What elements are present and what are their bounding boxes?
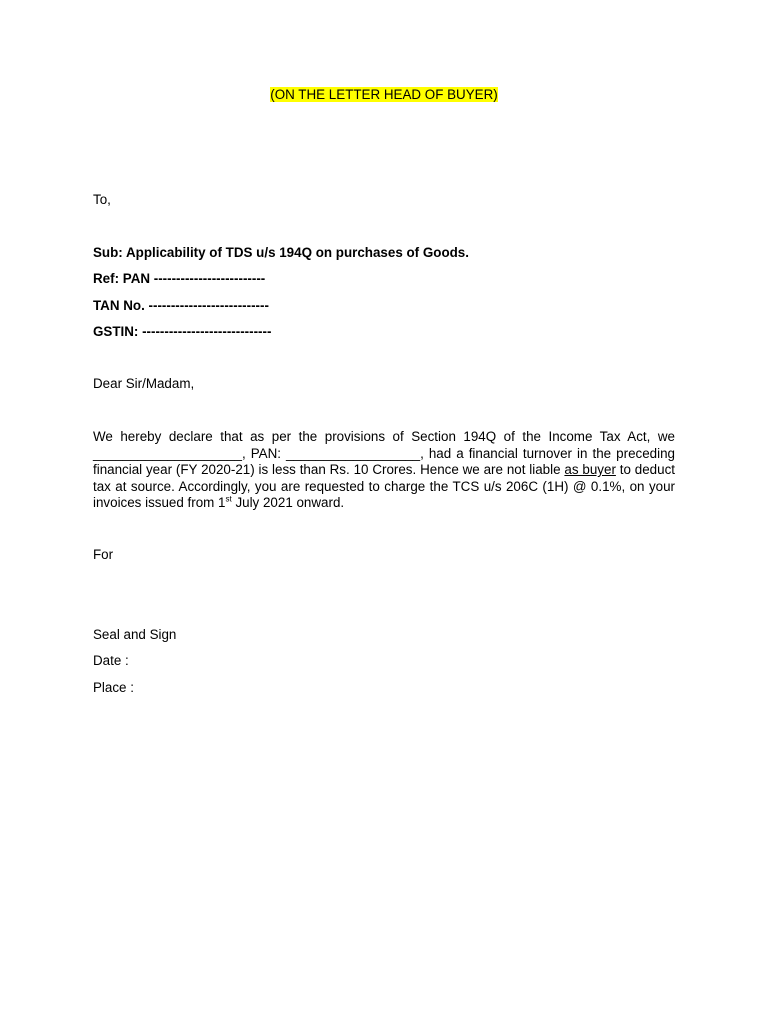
seal-sign-line: Seal and Sign <box>93 627 177 642</box>
letterhead-note <box>0 87 768 103</box>
date-line: Date : <box>93 653 129 668</box>
declaration-part-1: We hereby declare that as per the provisions of Section 194Q of the Income Tax Act, we ____________________, PAN: __________________, had a financial turnover in the preceding financial year (FY 2020-21) is less than Rs. 10 Crores. Hence we are not liable <box>93 429 675 478</box>
subject-line: Sub: Applicability of TDS u/s 194Q on purchases of Goods. <box>93 245 469 260</box>
salutation: Dear Sir/Madam, <box>93 376 195 391</box>
place-line: Place : <box>93 680 134 695</box>
for-line: For <box>93 547 114 562</box>
gstin-line: GSTIN: ----------------------------- <box>93 324 272 339</box>
declaration-underlined: as buyer <box>564 462 616 478</box>
declaration-paragraph <box>93 429 675 512</box>
letterhead-note-text: (ON THE LETTER HEAD OF BUYER) <box>270 87 498 102</box>
declaration-part-2: to deduct tax at source. Accordingly, you are requested to charge the TCS u/s 206C (1H) @ 0.1%, on your invoices issued from 1 <box>93 462 675 511</box>
declaration-part-3: July 2021 onward. <box>231 495 345 511</box>
tan-line: TAN No. --------------------------- <box>93 298 269 313</box>
ordinal-superscript: st <box>225 494 232 504</box>
ref-pan-line: Ref: PAN ------------------------- <box>93 271 266 286</box>
addressee-line: To, <box>93 192 111 207</box>
